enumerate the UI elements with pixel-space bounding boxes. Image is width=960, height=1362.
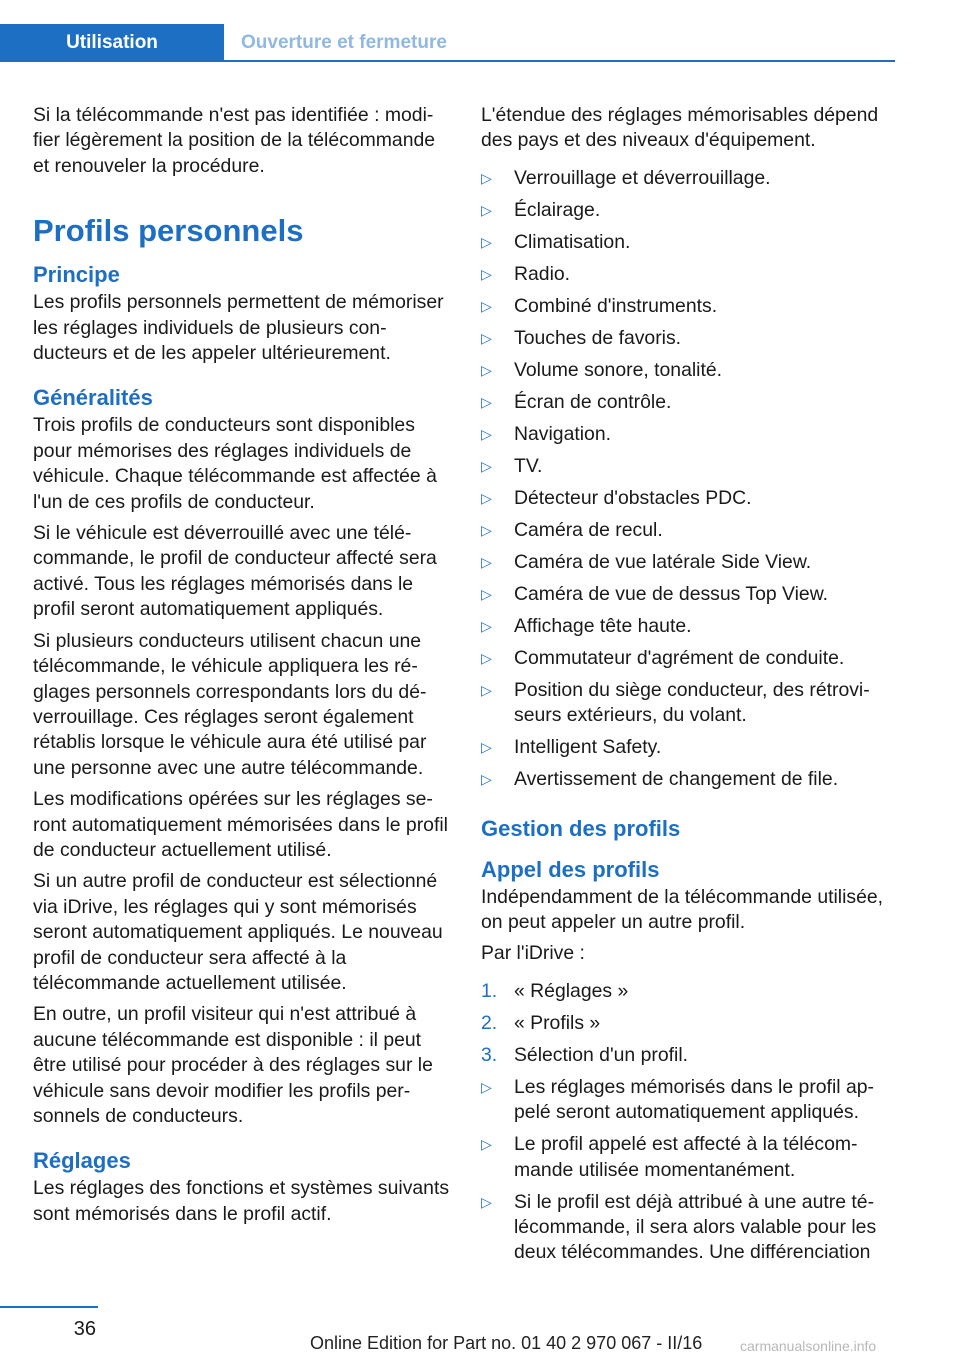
appel-paragraph: Indépendamment de la télécommande utilisée, on peut appeler un autre profil.: [481, 885, 884, 934]
settings-list-item: [481, 262, 901, 287]
header-divider: [224, 60, 895, 62]
result-item-text: Le profil appelé est affecté à la télécommande utilisée momentanément.: [514, 1133, 858, 1181]
step-number: 1.: [481, 979, 498, 1002]
settings-list-item: [481, 390, 901, 415]
results-list: [481, 1075, 901, 1266]
intro-paragraph: Si la télécommande n'est pas identifiée : modifier légèrement la position de la télécommande et renouveler la procédure.: [33, 104, 436, 177]
settings-list-item-text: Caméra de vue de dessus Top View.: [514, 582, 829, 605]
section-title: Profils personnels: [33, 213, 304, 249]
generalites-paragraph-6: En outre, un profil visiteur qui n'est attribué à aucune télécommande est disponible : il peut être utilisé pour procéder à des réglages sur le véhicule sans devoir modifier les profils personnels de conducteurs.: [33, 1003, 433, 1127]
settings-list-item-text: Caméra de recul.: [514, 518, 663, 541]
settings-list-item: [481, 614, 901, 639]
triangle-bullet-icon: ▷: [481, 681, 492, 698]
heading-reglages: Réglages: [33, 1148, 131, 1174]
triangle-bullet-icon: ▷: [481, 585, 492, 602]
principe-paragraph: Les profils personnels permettent de mémoriser les réglages individuels de plusieurs conducteurs et de les appeler ultérieurement.: [33, 291, 444, 365]
generalites-paragraph-1: Trois profils de conducteurs sont disponibles pour mémorises des réglages individuels de véhicule. Chaque télécommande est affectée à l'un de ces profils de conducteur.: [33, 414, 437, 513]
triangle-bullet-icon: ▷: [481, 1136, 492, 1153]
settings-list-item: [481, 454, 901, 479]
step-text: « Profils »: [514, 1011, 601, 1034]
settings-list-item-text: Avertissement de changement de file.: [514, 768, 839, 791]
settings-list-item: [481, 166, 901, 191]
settings-list-item: [481, 646, 901, 671]
generalites-paragraph-2: Si le véhicule est déverrouillé avec une télécommande, le profil de conducteur affecté sera activé. Tous les réglages mémorisés dans le profil seront automatiquement appliqués.: [33, 522, 437, 621]
settings-list-item-text: Combiné d'instruments.: [514, 294, 718, 317]
triangle-bullet-icon: ▷: [481, 201, 492, 218]
generalites-paragraph-3: Si plusieurs conducteurs utilisent chacun une télécommande, le véhicule appliquera les réglages personnels correspondants lors du déverrouillage. Ces réglages seront également rétablis lorsque le véhicule aura été utilisé par une personne avec une autre télécommande.: [33, 629, 427, 779]
triangle-bullet-icon: ▷: [481, 329, 492, 346]
settings-list-item: [481, 358, 901, 383]
settings-list-item: [481, 735, 901, 760]
heading-generalites: Généralités: [33, 385, 153, 411]
triangle-bullet-icon: ▷: [481, 393, 492, 410]
triangle-bullet-icon: ▷: [481, 739, 492, 756]
settings-list-item-text: Écran de contrôle.: [514, 390, 672, 413]
settings-list-item: [481, 230, 901, 255]
settings-list-item: [481, 767, 901, 792]
heading-principe: Principe: [33, 262, 120, 288]
settings-list-item-text: Navigation.: [514, 422, 612, 445]
settings-list-item-text: Touches de favoris.: [514, 326, 682, 349]
triangle-bullet-icon: ▷: [481, 457, 492, 474]
triangle-bullet-icon: ▷: [481, 1193, 492, 1210]
result-item: [481, 1075, 901, 1126]
result-item: [481, 1132, 901, 1183]
triangle-bullet-icon: ▷: [481, 297, 492, 314]
settings-list-item-text: Climatisation.: [514, 230, 631, 253]
settings-list-item-text: Radio.: [514, 262, 571, 285]
step-item: [481, 1011, 901, 1036]
triangle-bullet-icon: ▷: [481, 425, 492, 442]
settings-list-item: [481, 326, 901, 351]
settings-list-item: [481, 198, 901, 223]
triangle-bullet-icon: ▷: [481, 617, 492, 634]
tab-utilisation[interactable]: Utilisation: [0, 24, 224, 62]
par-idrive-label: Par l'iDrive :: [481, 942, 585, 965]
result-item: [481, 1190, 901, 1266]
heading-gestion-profils: Gestion des profils: [481, 815, 681, 841]
step-number: 3.: [481, 1043, 498, 1066]
heading-appel-profils: Appel des profils: [481, 856, 660, 882]
settings-list: [481, 166, 901, 793]
triangle-bullet-icon: ▷: [481, 233, 492, 250]
generalites-paragraph-5: Si un autre profil de conducteur est sélectionné via iDrive, les réglages qui y sont mémorisés seront automatiquement appliqués. Le nouveau profil de conducteur sera affecté à la télécommande actuellement utilisée.: [33, 870, 443, 994]
reglages-paragraph: Les réglages des fonctions et systèmes suivants sont mémorisés dans le profil actif.: [33, 1177, 450, 1225]
triangle-bullet-icon: ▷: [481, 1078, 492, 1095]
step-text: Sélection d'un profil.: [514, 1043, 689, 1066]
settings-list-item-text: Caméra de vue latérale Side View.: [514, 550, 812, 573]
footer-divider: [0, 1306, 98, 1308]
edition-text: Online Edition for Part no. 01 40 2 970 067 - II/16: [310, 1333, 703, 1353]
result-item-text: Si le profil est déjà attribué à une autre télécommande, il sera alors valable pour les deux télécommandes. Une différenciation: [514, 1190, 877, 1264]
settings-list-item-text: Verrouillage et déverrouillage.: [514, 166, 771, 189]
step-item: [481, 1043, 901, 1068]
triangle-bullet-icon: ▷: [481, 649, 492, 666]
triangle-bullet-icon: ▷: [481, 489, 492, 506]
header-bar: [0, 24, 895, 62]
triangle-bullet-icon: ▷: [481, 169, 492, 186]
left-column: [33, 103, 451, 1233]
right-intro-paragraph: L'étendue des réglages mémorisables dépend des pays et des niveaux d'équipement.: [481, 104, 879, 152]
right-column: [481, 103, 901, 1272]
settings-list-item: [481, 422, 901, 447]
settings-list-item-text: Affichage tête haute.: [514, 614, 692, 637]
settings-list-item-text: Intelligent Safety.: [514, 736, 662, 759]
triangle-bullet-icon: ▷: [481, 553, 492, 570]
result-item-text: Les réglages mémorisés dans le profil appelé seront automatiquement appliqués.: [514, 1075, 874, 1124]
settings-list-item-text: Détecteur d'obstacles PDC.: [514, 486, 752, 509]
settings-list-item: [481, 486, 901, 511]
triangle-bullet-icon: ▷: [481, 521, 492, 538]
settings-list-item-text: TV.: [514, 454, 543, 477]
step-number: 2.: [481, 1011, 498, 1034]
page-number: 36: [73, 1318, 96, 1340]
settings-list-item: [481, 678, 901, 729]
triangle-bullet-icon: ▷: [481, 265, 492, 282]
settings-list-item: [481, 582, 901, 607]
settings-list-item: [481, 550, 901, 575]
settings-list-item-text: Éclairage.: [514, 198, 601, 221]
tab-ouverture-fermeture[interactable]: Ouverture et fermeture: [241, 32, 447, 53]
step-text: « Réglages »: [514, 979, 629, 1002]
settings-list-item-text: Position du siège conducteur, des rétroviseurs extérieurs, du volant.: [514, 678, 870, 727]
generalites-paragraph-4: Les modifications opérées sur les réglages seront automatiquement mémorisées dans le profil de conducteur actuellement utilisé.: [33, 788, 448, 861]
step-item: [481, 979, 901, 1004]
steps-list: [481, 979, 901, 1068]
settings-list-item: [481, 518, 901, 543]
watermark: carmanualsonline.info: [740, 1338, 877, 1354]
triangle-bullet-icon: ▷: [481, 771, 492, 788]
settings-list-item-text: Volume sonore, tonalité.: [514, 358, 723, 381]
triangle-bullet-icon: ▷: [481, 361, 492, 378]
settings-list-item: [481, 294, 901, 319]
settings-list-item-text: Commutateur d'agrément de conduite.: [514, 646, 845, 669]
